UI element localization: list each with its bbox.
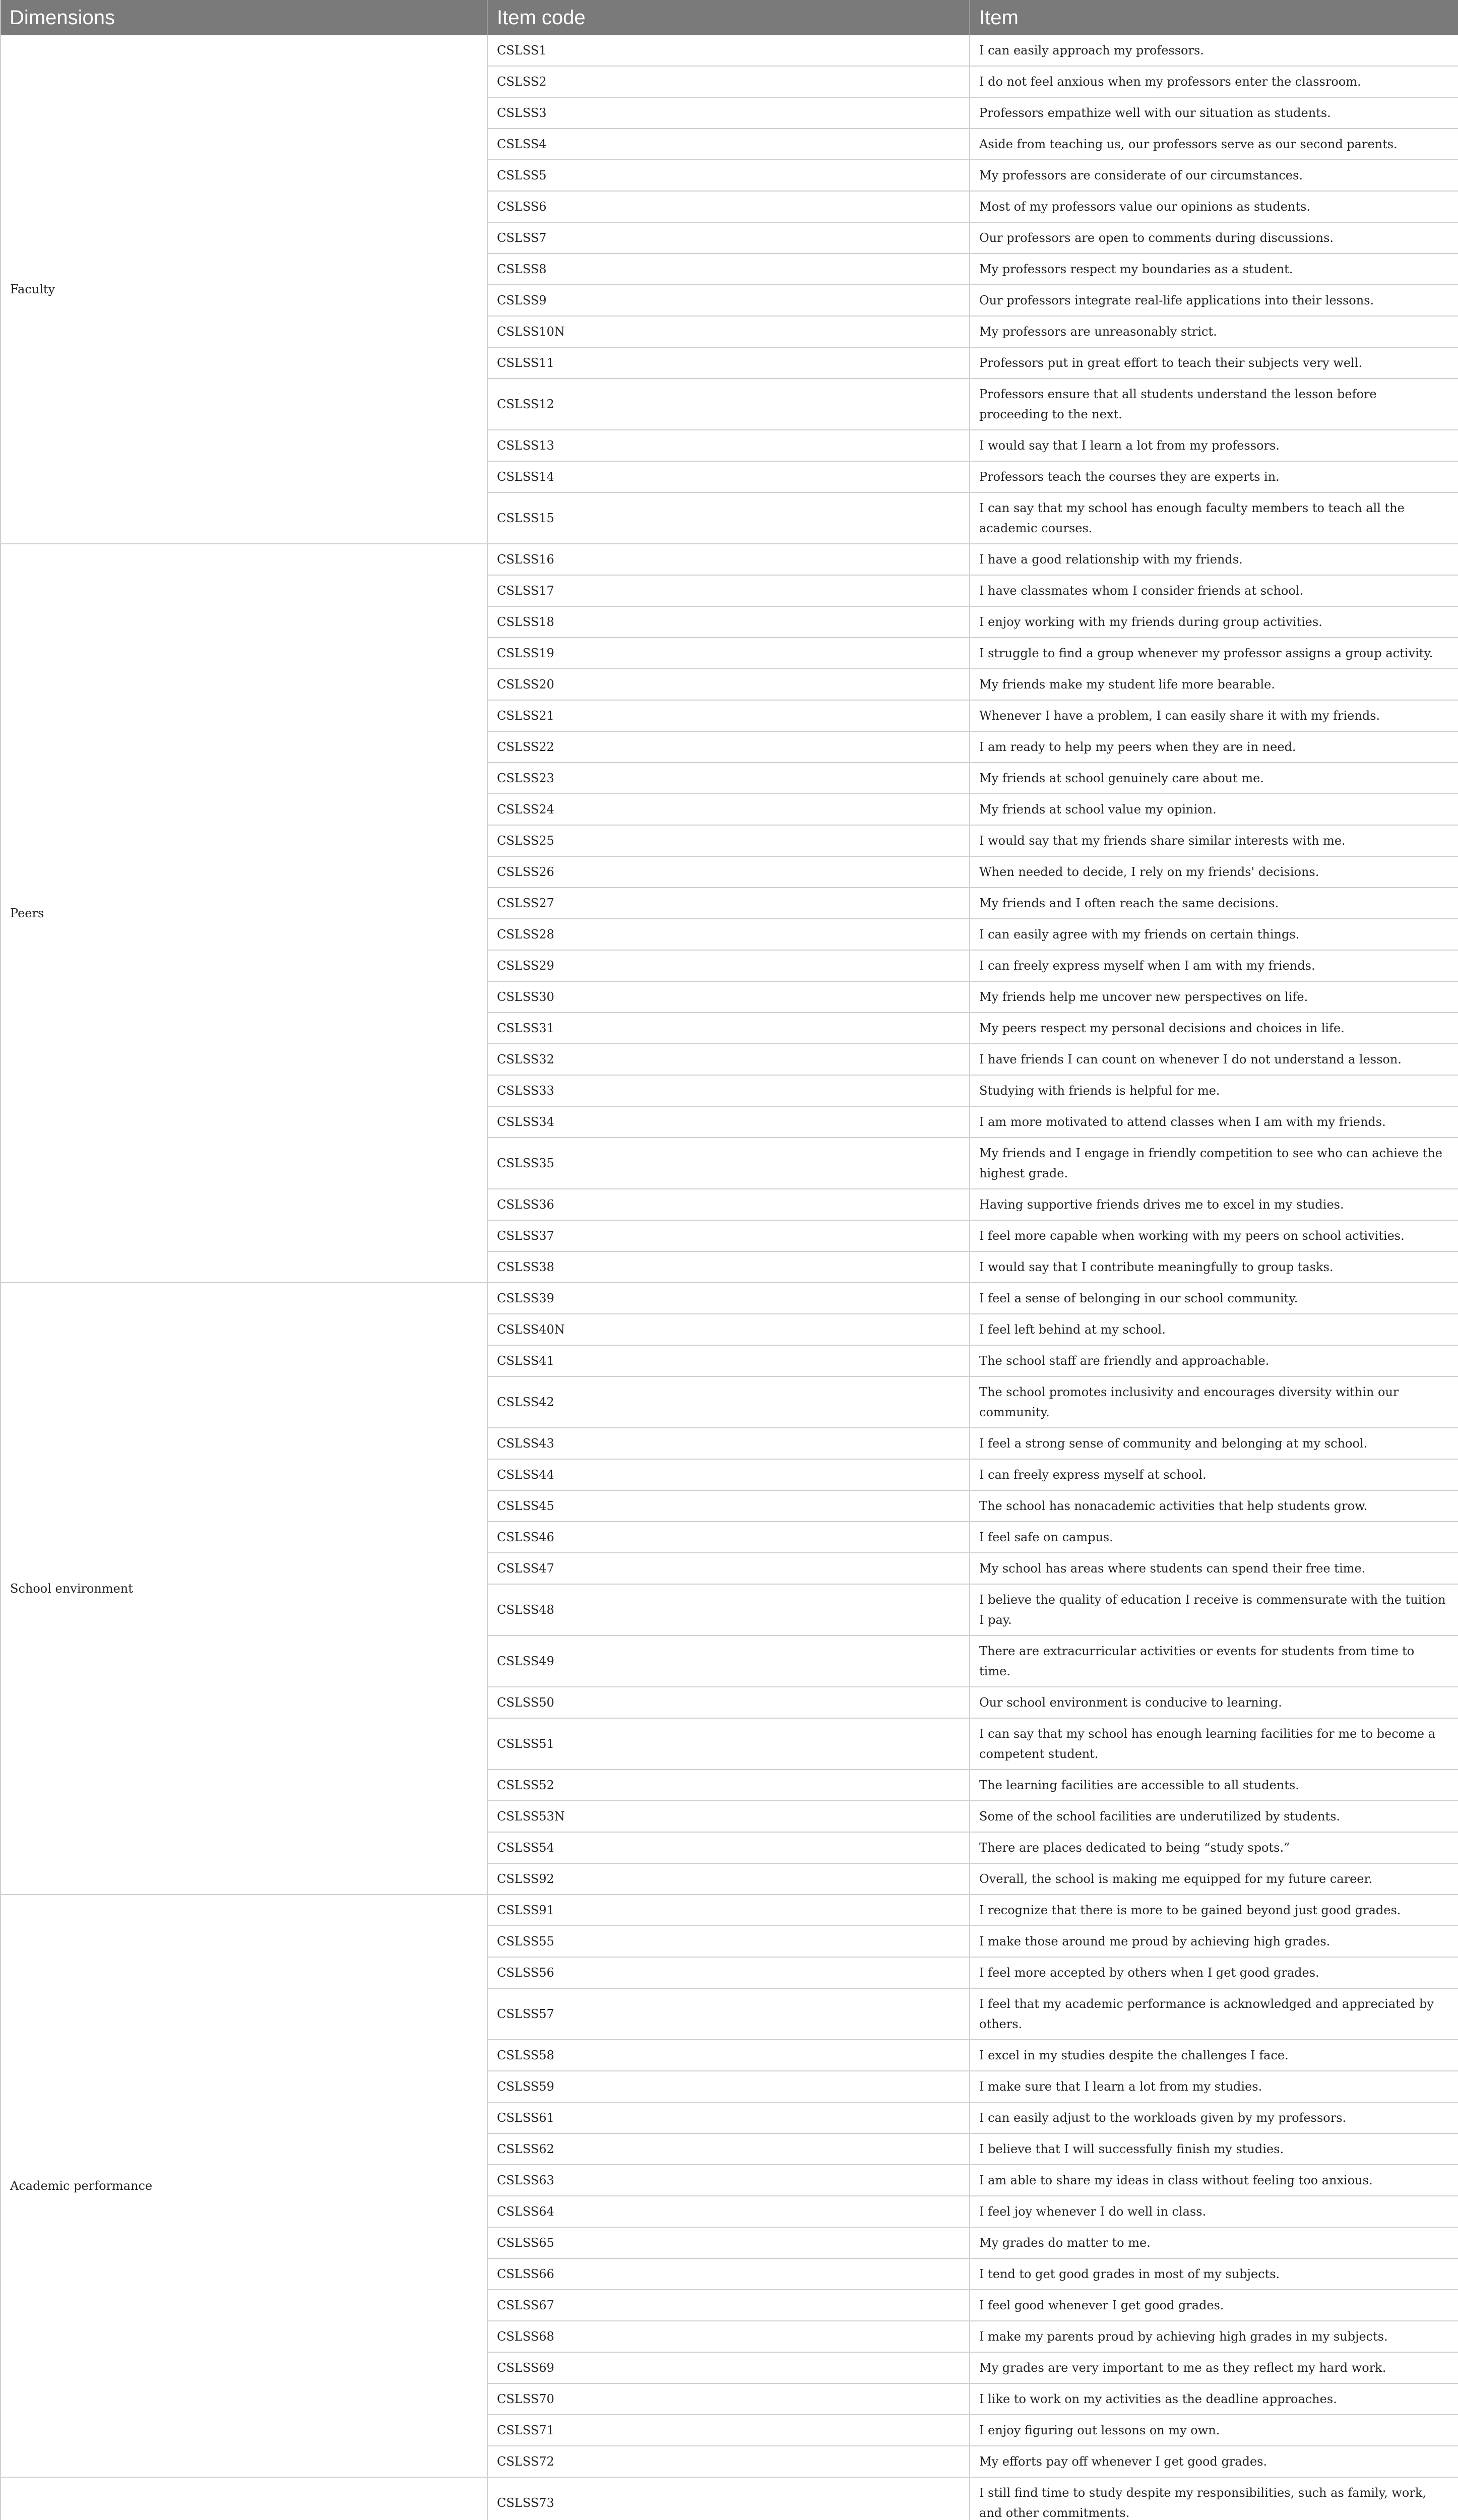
item-code-cell: CSLSS91 (487, 1895, 970, 1926)
item-code-cell: CSLSS34 (487, 1106, 970, 1138)
item-code-cell: CSLSS2 (487, 66, 970, 97)
item-code-cell: CSLSS65 (487, 2227, 970, 2258)
header-item-code: Item code (487, 0, 970, 35)
item-text-cell: I feel left behind at my school. (970, 1314, 1458, 1345)
item-code-cell: CSLSS4 (487, 129, 970, 160)
item-code-cell: CSLSS69 (487, 2352, 970, 2383)
item-code-cell: CSLSS62 (487, 2133, 970, 2165)
item-code-cell: CSLSS26 (487, 856, 970, 888)
item-code-cell: CSLSS25 (487, 825, 970, 856)
item-text-cell: The learning facilities are accessible to all students. (970, 1770, 1458, 1801)
item-code-cell: CSLSS39 (487, 1283, 970, 1314)
item-text-cell: I struggle to find a group whenever my professor assigns a group activity. (970, 638, 1458, 669)
item-text-cell: The school promotes inclusivity and encourages diversity within our community. (970, 1376, 1458, 1428)
item-text-cell: Our professors are open to comments during discussions. (970, 222, 1458, 254)
table-row (1, 544, 1458, 575)
item-code-cell: CSLSS53N (487, 1801, 970, 1832)
item-text-cell: I can freely express myself when I am with my friends. (970, 950, 1458, 981)
dimension-cell: School environment (1, 1283, 487, 1895)
item-text-cell: My friends make my student life more bearable. (970, 669, 1458, 700)
header-row (1, 0, 1458, 35)
item-text-cell: My friends and I engage in friendly competition to see who can achieve the highest grade. (970, 1138, 1458, 1189)
item-text-cell: I feel a sense of belonging in our school community. (970, 1283, 1458, 1314)
item-text-cell: Professors empathize well with our situation as students. (970, 97, 1458, 129)
item-code-cell: CSLSS92 (487, 1863, 970, 1895)
item-text-cell: I can easily agree with my friends on certain things. (970, 919, 1458, 950)
item-text-cell: I make those around me proud by achieving high grades. (970, 1926, 1458, 1957)
item-text-cell: I feel joy whenever I do well in class. (970, 2196, 1458, 2227)
item-text-cell: The school staff are friendly and approachable. (970, 1345, 1458, 1376)
item-text-cell: My friends at school value my opinion. (970, 794, 1458, 825)
item-code-cell: CSLSS1 (487, 35, 970, 66)
table-row (1, 1283, 1458, 1314)
table-row (1, 2477, 1458, 2520)
item-text-cell: I recognize that there is more to be gained beyond just good grades. (970, 1895, 1458, 1926)
item-code-cell: CSLSS55 (487, 1926, 970, 1957)
item-code-cell: CSLSS49 (487, 1635, 970, 1687)
item-text-cell: My peers respect my personal decisions and choices in life. (970, 1013, 1458, 1044)
item-code-cell: CSLSS36 (487, 1189, 970, 1220)
item-text-cell: My friends at school genuinely care about me. (970, 763, 1458, 794)
item-text-cell: I do not feel anxious when my professors enter the classroom. (970, 66, 1458, 97)
item-text-cell: My grades are very important to me as they reflect my hard work. (970, 2352, 1458, 2383)
dimension-cell: Faculty (1, 35, 487, 544)
item-text-cell: I have classmates whom I consider friends at school. (970, 575, 1458, 606)
item-code-cell: CSLSS66 (487, 2258, 970, 2290)
item-code-cell: CSLSS20 (487, 669, 970, 700)
item-text-cell: I make my parents proud by achieving high grades in my subjects. (970, 2321, 1458, 2352)
item-code-cell: CSLSS52 (487, 1770, 970, 1801)
item-text-cell: I feel more capable when working with my peers on school activities. (970, 1220, 1458, 1251)
item-code-cell: CSLSS46 (487, 1522, 970, 1553)
item-code-cell: CSLSS57 (487, 1988, 970, 2040)
item-text-cell: I can easily adjust to the workloads given by my professors. (970, 2102, 1458, 2133)
item-text-cell: I can freely express myself at school. (970, 1459, 1458, 1490)
item-code-cell: CSLSS30 (487, 981, 970, 1013)
item-code-cell: CSLSS13 (487, 430, 970, 461)
item-code-cell: CSLSS33 (487, 1075, 970, 1106)
item-code-cell: CSLSS6 (487, 191, 970, 222)
item-code-cell: CSLSS51 (487, 1718, 970, 1770)
dimension-cell: Peers (1, 544, 487, 1283)
item-code-cell: CSLSS47 (487, 1553, 970, 1584)
item-text-cell: My professors are unreasonably strict. (970, 316, 1458, 347)
table-row (1, 35, 1458, 66)
item-text-cell: Studying with friends is helpful for me. (970, 1075, 1458, 1106)
item-text-cell: I like to work on my activities as the deadline approaches. (970, 2383, 1458, 2415)
item-code-cell: CSLSS24 (487, 794, 970, 825)
item-text-cell: I still find time to study despite my responsibilities, such as family, work, and other commitments. (970, 2477, 1458, 2520)
item-code-cell: CSLSS15 (487, 492, 970, 544)
item-text-cell: Some of the school facilities are underutilized by students. (970, 1801, 1458, 1832)
table-row (1, 1895, 1458, 1926)
item-code-cell: CSLSS14 (487, 461, 970, 492)
item-text-cell: I make sure that I learn a lot from my studies. (970, 2071, 1458, 2102)
item-text-cell: I believe the quality of education I receive is commensurate with the tuition I pay. (970, 1584, 1458, 1635)
item-text-cell: I believe that I will successfully finish my studies. (970, 2133, 1458, 2165)
table-body (1, 35, 1458, 2520)
item-code-cell: CSLSS42 (487, 1376, 970, 1428)
header-dimensions: Dimensions (1, 0, 487, 35)
item-code-cell: CSLSS8 (487, 254, 970, 285)
item-text-cell: My efforts pay off whenever I get good grades. (970, 2446, 1458, 2477)
item-code-cell: CSLSS38 (487, 1251, 970, 1283)
item-text-cell: I can easily approach my professors. (970, 35, 1458, 66)
item-code-cell: CSLSS7 (487, 222, 970, 254)
item-code-cell: CSLSS11 (487, 347, 970, 379)
item-code-cell: CSLSS73 (487, 2477, 970, 2520)
item-code-cell: CSLSS43 (487, 1428, 970, 1459)
item-text-cell: I tend to get good grades in most of my subjects. (970, 2258, 1458, 2290)
item-text-cell: My school has areas where students can spend their free time. (970, 1553, 1458, 1584)
item-text-cell: I feel that my academic performance is acknowledged and appreciated by others. (970, 1988, 1458, 2040)
item-code-cell: CSLSS41 (487, 1345, 970, 1376)
item-code-cell: CSLSS56 (487, 1957, 970, 1988)
item-text-cell: I have a good relationship with my friends. (970, 544, 1458, 575)
item-text-cell: Whenever I have a problem, I can easily share it with my friends. (970, 700, 1458, 731)
item-code-cell: CSLSS45 (487, 1490, 970, 1522)
item-code-cell: CSLSS27 (487, 888, 970, 919)
item-code-cell: CSLSS17 (487, 575, 970, 606)
item-code-cell: CSLSS18 (487, 606, 970, 638)
item-code-cell: CSLSS9 (487, 285, 970, 316)
item-text-cell: I excel in my studies despite the challenges I face. (970, 2040, 1458, 2071)
item-text-cell: I feel a strong sense of community and belonging at my school. (970, 1428, 1458, 1459)
item-text-cell: I feel good whenever I get good grades. (970, 2290, 1458, 2321)
item-code-cell: CSLSS48 (487, 1584, 970, 1635)
item-text-cell: Professors ensure that all students understand the lesson before proceeding to the next. (970, 379, 1458, 430)
item-code-cell: CSLSS31 (487, 1013, 970, 1044)
item-text-cell: The school has nonacademic activities that help students grow. (970, 1490, 1458, 1522)
item-text-cell: Having supportive friends drives me to excel in my studies. (970, 1189, 1458, 1220)
item-code-cell: CSLSS50 (487, 1687, 970, 1718)
item-text-cell: My friends help me uncover new perspectives on life. (970, 981, 1458, 1013)
dimension-cell (1, 2477, 487, 2520)
item-text-cell: I am ready to help my peers when they are in need. (970, 731, 1458, 763)
item-code-cell: CSLSS21 (487, 700, 970, 731)
item-code-cell: CSLSS72 (487, 2446, 970, 2477)
header-item: Item (970, 0, 1458, 35)
item-code-cell: CSLSS67 (487, 2290, 970, 2321)
item-code-cell: CSLSS16 (487, 544, 970, 575)
item-code-cell: CSLSS68 (487, 2321, 970, 2352)
item-code-cell: CSLSS23 (487, 763, 970, 794)
item-code-cell: CSLSS22 (487, 731, 970, 763)
item-text-cell: I can say that my school has enough learning facilities for me to become a competent student. (970, 1718, 1458, 1770)
item-code-cell: CSLSS29 (487, 950, 970, 981)
item-code-cell: CSLSS19 (487, 638, 970, 669)
item-text-cell: I can say that my school has enough faculty members to teach all the academic courses. (970, 492, 1458, 544)
item-code-cell: CSLSS12 (487, 379, 970, 430)
item-code-cell: CSLSS3 (487, 97, 970, 129)
item-code-cell: CSLSS63 (487, 2165, 970, 2196)
item-text-cell: I am more motivated to attend classes when I am with my friends. (970, 1106, 1458, 1138)
item-text-cell: My professors are considerate of our circumstances. (970, 160, 1458, 191)
item-code-cell: CSLSS10N (487, 316, 970, 347)
item-code-cell: CSLSS61 (487, 2102, 970, 2133)
item-text-cell: I feel more accepted by others when I get good grades. (970, 1957, 1458, 1988)
item-text-cell: Aside from teaching us, our professors serve as our second parents. (970, 129, 1458, 160)
item-text-cell: Professors put in great effort to teach their subjects very well. (970, 347, 1458, 379)
item-text-cell: Our professors integrate real-life applications into their lessons. (970, 285, 1458, 316)
item-text-cell: My friends and I often reach the same decisions. (970, 888, 1458, 919)
item-text-cell: I feel safe on campus. (970, 1522, 1458, 1553)
item-text-cell: Professors teach the courses they are experts in. (970, 461, 1458, 492)
item-text-cell: I enjoy working with my friends during group activities. (970, 606, 1458, 638)
item-text-cell: I have friends I can count on whenever I do not understand a lesson. (970, 1044, 1458, 1075)
item-text-cell: I would say that I contribute meaningfully to group tasks. (970, 1251, 1458, 1283)
item-code-cell: CSLSS54 (487, 1832, 970, 1863)
item-code-cell: CSLSS58 (487, 2040, 970, 2071)
item-code-cell: CSLSS40N (487, 1314, 970, 1345)
item-code-cell: CSLSS32 (487, 1044, 970, 1075)
item-code-cell: CSLSS59 (487, 2071, 970, 2102)
item-text-cell: Most of my professors value our opinions as students. (970, 191, 1458, 222)
item-text-cell: My grades do matter to me. (970, 2227, 1458, 2258)
item-text-cell: Overall, the school is making me equipped for my future career. (970, 1863, 1458, 1895)
item-text-cell: There are extracurricular activities or events for students from time to time. (970, 1635, 1458, 1687)
item-text-cell: When needed to decide, I rely on my friends' decisions. (970, 856, 1458, 888)
item-text-cell: My professors respect my boundaries as a student. (970, 254, 1458, 285)
item-code-cell: CSLSS37 (487, 1220, 970, 1251)
item-text-cell: I would say that I learn a lot from my professors. (970, 430, 1458, 461)
item-code-cell: CSLSS70 (487, 2383, 970, 2415)
item-code-cell: CSLSS5 (487, 160, 970, 191)
item-text-cell: There are places dedicated to being “study spots.” (970, 1832, 1458, 1863)
item-text-cell: Our school environment is conducive to learning. (970, 1687, 1458, 1718)
item-code-cell: CSLSS35 (487, 1138, 970, 1189)
item-code-cell: CSLSS64 (487, 2196, 970, 2227)
item-text-cell: I am able to share my ideas in class without feeling too anxious. (970, 2165, 1458, 2196)
item-code-cell: CSLSS44 (487, 1459, 970, 1490)
dimension-cell: Academic performance (1, 1895, 487, 2477)
item-text-cell: I would say that my friends share similar interests with me. (970, 825, 1458, 856)
item-text-cell: I enjoy figuring out lessons on my own. (970, 2415, 1458, 2446)
item-code-cell: CSLSS28 (487, 919, 970, 950)
item-code-cell: CSLSS71 (487, 2415, 970, 2446)
